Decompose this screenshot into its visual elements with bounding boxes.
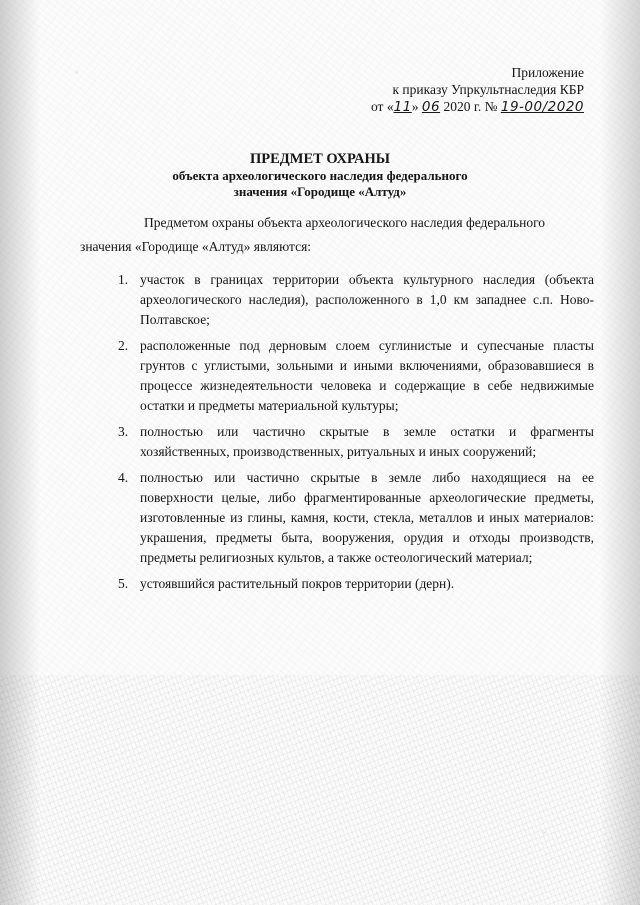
list-item xyxy=(118,270,594,330)
handwritten-day: 11 xyxy=(393,99,412,115)
list-item xyxy=(118,336,594,416)
list-item-number: 5. xyxy=(118,576,129,591)
order-reference: к приказу Упркультнаследия КБР xyxy=(392,82,584,97)
order-date-number xyxy=(371,98,584,116)
list-item-text: полностью или частично скрытые в земле остатки и фрагменты хозяйственных, производственных, ритуальных и иных сооружений; xyxy=(140,424,594,459)
protection-items-list xyxy=(118,270,594,600)
handwritten-order-number: 19-00/2020 xyxy=(500,99,584,115)
list-item-number: 2. xyxy=(118,338,129,353)
appendix-header xyxy=(371,64,584,116)
appendix-label: Приложение xyxy=(511,65,584,80)
date-mid: » xyxy=(411,99,419,114)
list-item-text: расположенные под дерновым слоем суглинистые и супесчаные пласты грунтов с углистыми, зольными и иными включениями, образовавшиеся в процессе жизнедеятельности человека и содержащие в себе недвижимые остатки и предметы материальной культуры; xyxy=(140,338,594,413)
date-prefix: от « xyxy=(370,99,394,114)
intro-line-2: значения «Городище «Алтуд» являются: xyxy=(80,239,312,254)
list-item xyxy=(118,422,594,462)
list-item xyxy=(118,468,594,568)
list-item-text: устоявшийся растительный покров территории (дерн). xyxy=(140,576,455,591)
list-item-number: 1. xyxy=(118,272,129,287)
intro-line-1: Предметом охраны объекта археологического наследия федерального xyxy=(144,215,546,230)
list-item-number: 4. xyxy=(118,470,129,485)
handwritten-month: 06 xyxy=(421,99,441,115)
title-subtitle-2: значения «Городище «Алтуд» xyxy=(233,184,407,199)
intro-paragraph xyxy=(80,211,592,259)
title-subtitle-1: объекта археологического наследия федерального xyxy=(172,168,468,183)
document-title xyxy=(0,150,640,200)
date-year: 2020 г. № xyxy=(443,99,498,114)
list-item-number: 3. xyxy=(118,424,129,439)
list-item xyxy=(118,574,594,594)
list-item-text: полностью или частично скрытые в земле либо находящиеся на ее поверхности целые, либо фрагментированные археологические предметы, изготовленные из глины, камня, кости, стекла, металлов и иных материалов: украшения, предметы быта, вооружения, орудия и отходы производств, предметы религиозных культов, а также остеологический материал; xyxy=(140,470,594,565)
title-main: ПРЕДМЕТ ОХРАНЫ xyxy=(249,151,391,167)
list-item-text: участок в границах территории объекта культурного наследия (объекта археологического наследия), расположенного в 1,0 км западнее с.п. Ново-Полтавское; xyxy=(140,272,594,327)
